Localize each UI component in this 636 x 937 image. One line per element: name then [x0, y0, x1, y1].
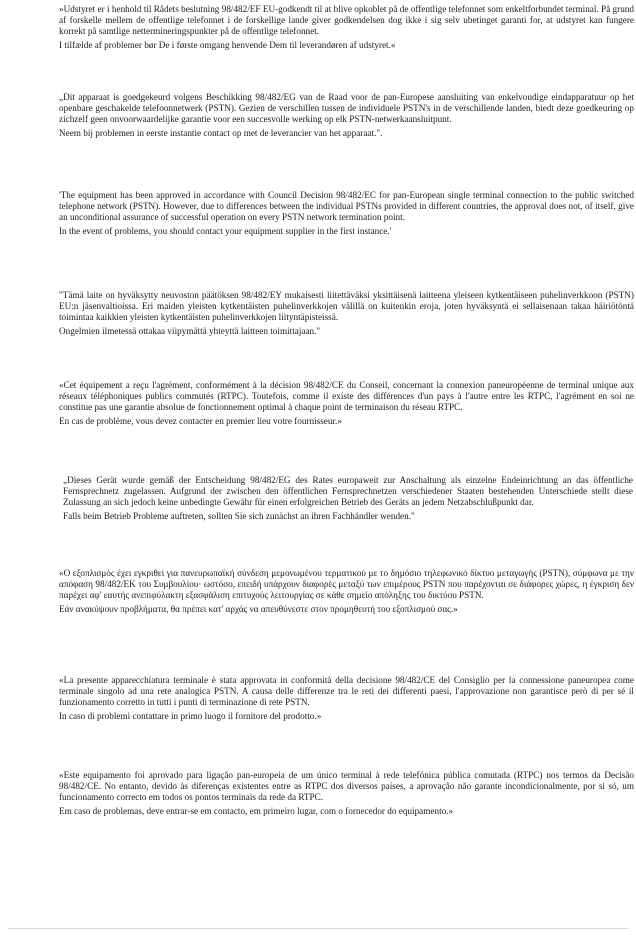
notice-block-danish: [59, 4, 634, 51]
notice-block-dutch: [59, 92, 634, 139]
notice-body: «Este equipamento foi aprovado para ligação pan-europeia de um único terminal à rede telefónica pública comutada (RTPC) nos termos da Decisão 98/482/CE. No entanto, devido às diferenças existentes entre as RTPC dos diversos países, a aprovação não garante incondicionalmente, por si só, um funcionamento correcto em todos os pontos terminais da rede da RTPC.: [59, 770, 634, 802]
notice-body: »Udstyret er i henhold til Rådets beslutning 98/482/EF EU-godkendt til at blive opkoblet på de offentlige telefonnet som enkeltforbundet terminal. På grund af forskelle mellem de offentlige telefonnet i de forskellige lande giver godkendelsen dog ikke i sig selv ubetinget garanti for, at udstyret kan fungere korrekt på samtlige nettermineringspunkter på de offentlige telefonnet.: [59, 4, 634, 36]
notice-contact: Em caso de problemas, deve entrar-se em contacto, em primeiro lugar, com o fornecedor do equipamento.»: [59, 806, 454, 816]
notice-contact: Neem bij problemen in eerste instantie contact op met de leverancier van het apparaat.".: [59, 128, 383, 138]
notice-body: „Dieses Gerät wurde gemäß der Entscheidung 98/482/EG des Rates europaweit zur Anschaltung als einzelne Endeinrichtung an das öffentliche Fernsprechnetz zugelassen. Aufgrund der zwischen den öffentlichen Fernsprechnetzen verschiedener Staaten bestehenden Unterschiede stellt diese Zulassung an sich jedoch keine unbedingte Gewähr für einen erfolgreichen Betrieb des Geräts an jedem Netzabschlußpunkt dar.: [63, 475, 633, 507]
notice-contact: Ongelmien ilmetessä ottakaa viipymättä yhteyttä laitteen toimittajaan.": [59, 326, 321, 336]
notice-block-greek: [59, 568, 634, 615]
notice-block-french: [59, 380, 634, 427]
page-bottom-divider: [8, 928, 628, 929]
notice-contact: En cas de problème, vous devez contacter en premier lieu votre fournisseur.»: [59, 416, 342, 426]
notice-contact: Εάν ανακύψουν προβλήματα, θα πρέπει κατ' αρχάς να απευθύνεστε στον προμηθευτή του εξοπλισμού σας.»: [59, 604, 458, 614]
notice-block-finnish: [59, 290, 634, 337]
notice-block-german: [63, 475, 633, 522]
notice-contact: I tilfælde af problemer bør De i første omgang henvende Dem til leverandøren af udstyret.«: [59, 40, 396, 50]
notice-block-portuguese: [59, 770, 634, 817]
notice-contact: In the event of problems, you should contact your equipment supplier in the first instance.': [59, 226, 392, 236]
notice-block-english: [59, 190, 634, 237]
notice-contact: Falls beim Betrieb Probleme auftreten, sollten Sie sich zunächst an ihren Fachhändler wenden.": [63, 511, 415, 521]
notice-body: 'The equipment has been approved in accordance with Council Decision 98/482/EC for pan-European single terminal connection to the public switched telephone network (PSTN). However, due to differences between the individual PSTNs provided in different countries, the approval does not, of itself, give an unconditional assurance of successful operation on every PSTN network termination point.: [59, 190, 634, 222]
notice-body: "Tämä laite on hyväksytty neuvoston päätöksen 98/482/EY mukaisesti liitettäväksi yksittäisenä laitteena yleiseen kytkentäiseen puhelinverkkoon (PSTN) EU:n jäsenvaltioissa. Eri maiden yleisten kytkentäisten puhelinverkkojen välillä on kuitenkin eroja, joten hyväksyntä ei sellaisenaan takaa häiriötöntä toimintaa kaikkien yleisten kytkentäisten puhelinverkkojen liityntäpisteissä.: [59, 290, 634, 322]
notice-contact: In caso di problemi contattare in primo luogo il fornitore del prodotto.»: [59, 711, 322, 721]
notice-body: «La presente apparecchiatura terminale è stata approvata in conformità della decisione 98/482/CE del Consiglio per la connessione paneuropea come terminale singolo ad una rete analogica PSTN. A causa delle differenze tra le reti dei differenti paesi, l'approvazione non garantisce però di per sé il funzionamento corretto in tutti i punti di terminazione di rete PSTN.: [59, 675, 634, 707]
notice-block-italian: [59, 675, 634, 722]
notice-body: „Dit apparaat is goedgekeurd volgens Beschikking 98/482/EG van de Raad voor de pan-Europese aansluiting van enkelvoudige eindapparatuur op het openbare geschakelde telefoonnetwerk (PSTN). Gezien de verschillen tussen de individuele PSTN's in de verschillende landen, biedt deze goedkeuring op zichzelf geen onvoorwaardelijke garantie voor een succesvolle werking op elk PSTN-netwerkaansluitpunt.: [59, 92, 634, 124]
notice-body: «Ο εξοπλισμός έχει εγκριθεί για πανευρωπαϊκή σύνδεση μεμονωμένου τερματικού με το δημόσιο τηλεφωνικό δίκτυο μεταγωγής (PSTN), σύμφωνα με την απόφαση 98/482/ΕΚ του Συμβουλίου· ωστόσο, επειδή υπάρχουν διαφορές μεταξύ των επιμέρους PSTN που παρέχονται σε διάφορες χώρες, η έγκριση δεν παρέχει αφ' εαυτής ανεπιφύλακτη εξασφάλιση επιτυχούς λειτουργίας σε κάθε σημείο απόληξης του δικτύου PSTN.: [59, 568, 634, 600]
notice-body: «Cet équipement a reçu l'agrément, conformément à la décision 98/482/CE du Conseil, concernant la connexion paneuropéenne de terminal unique aux réseaux téléphoniques publics commutés (RTPC). Toutefois, comme il existe des différences d'un pays à l'autre entre les RTPC, l'agrément en soi ne constitue pas une garantie absolue de fonctionnement optimal à chaque point de terminaison du réseau RTPC.: [59, 380, 634, 412]
